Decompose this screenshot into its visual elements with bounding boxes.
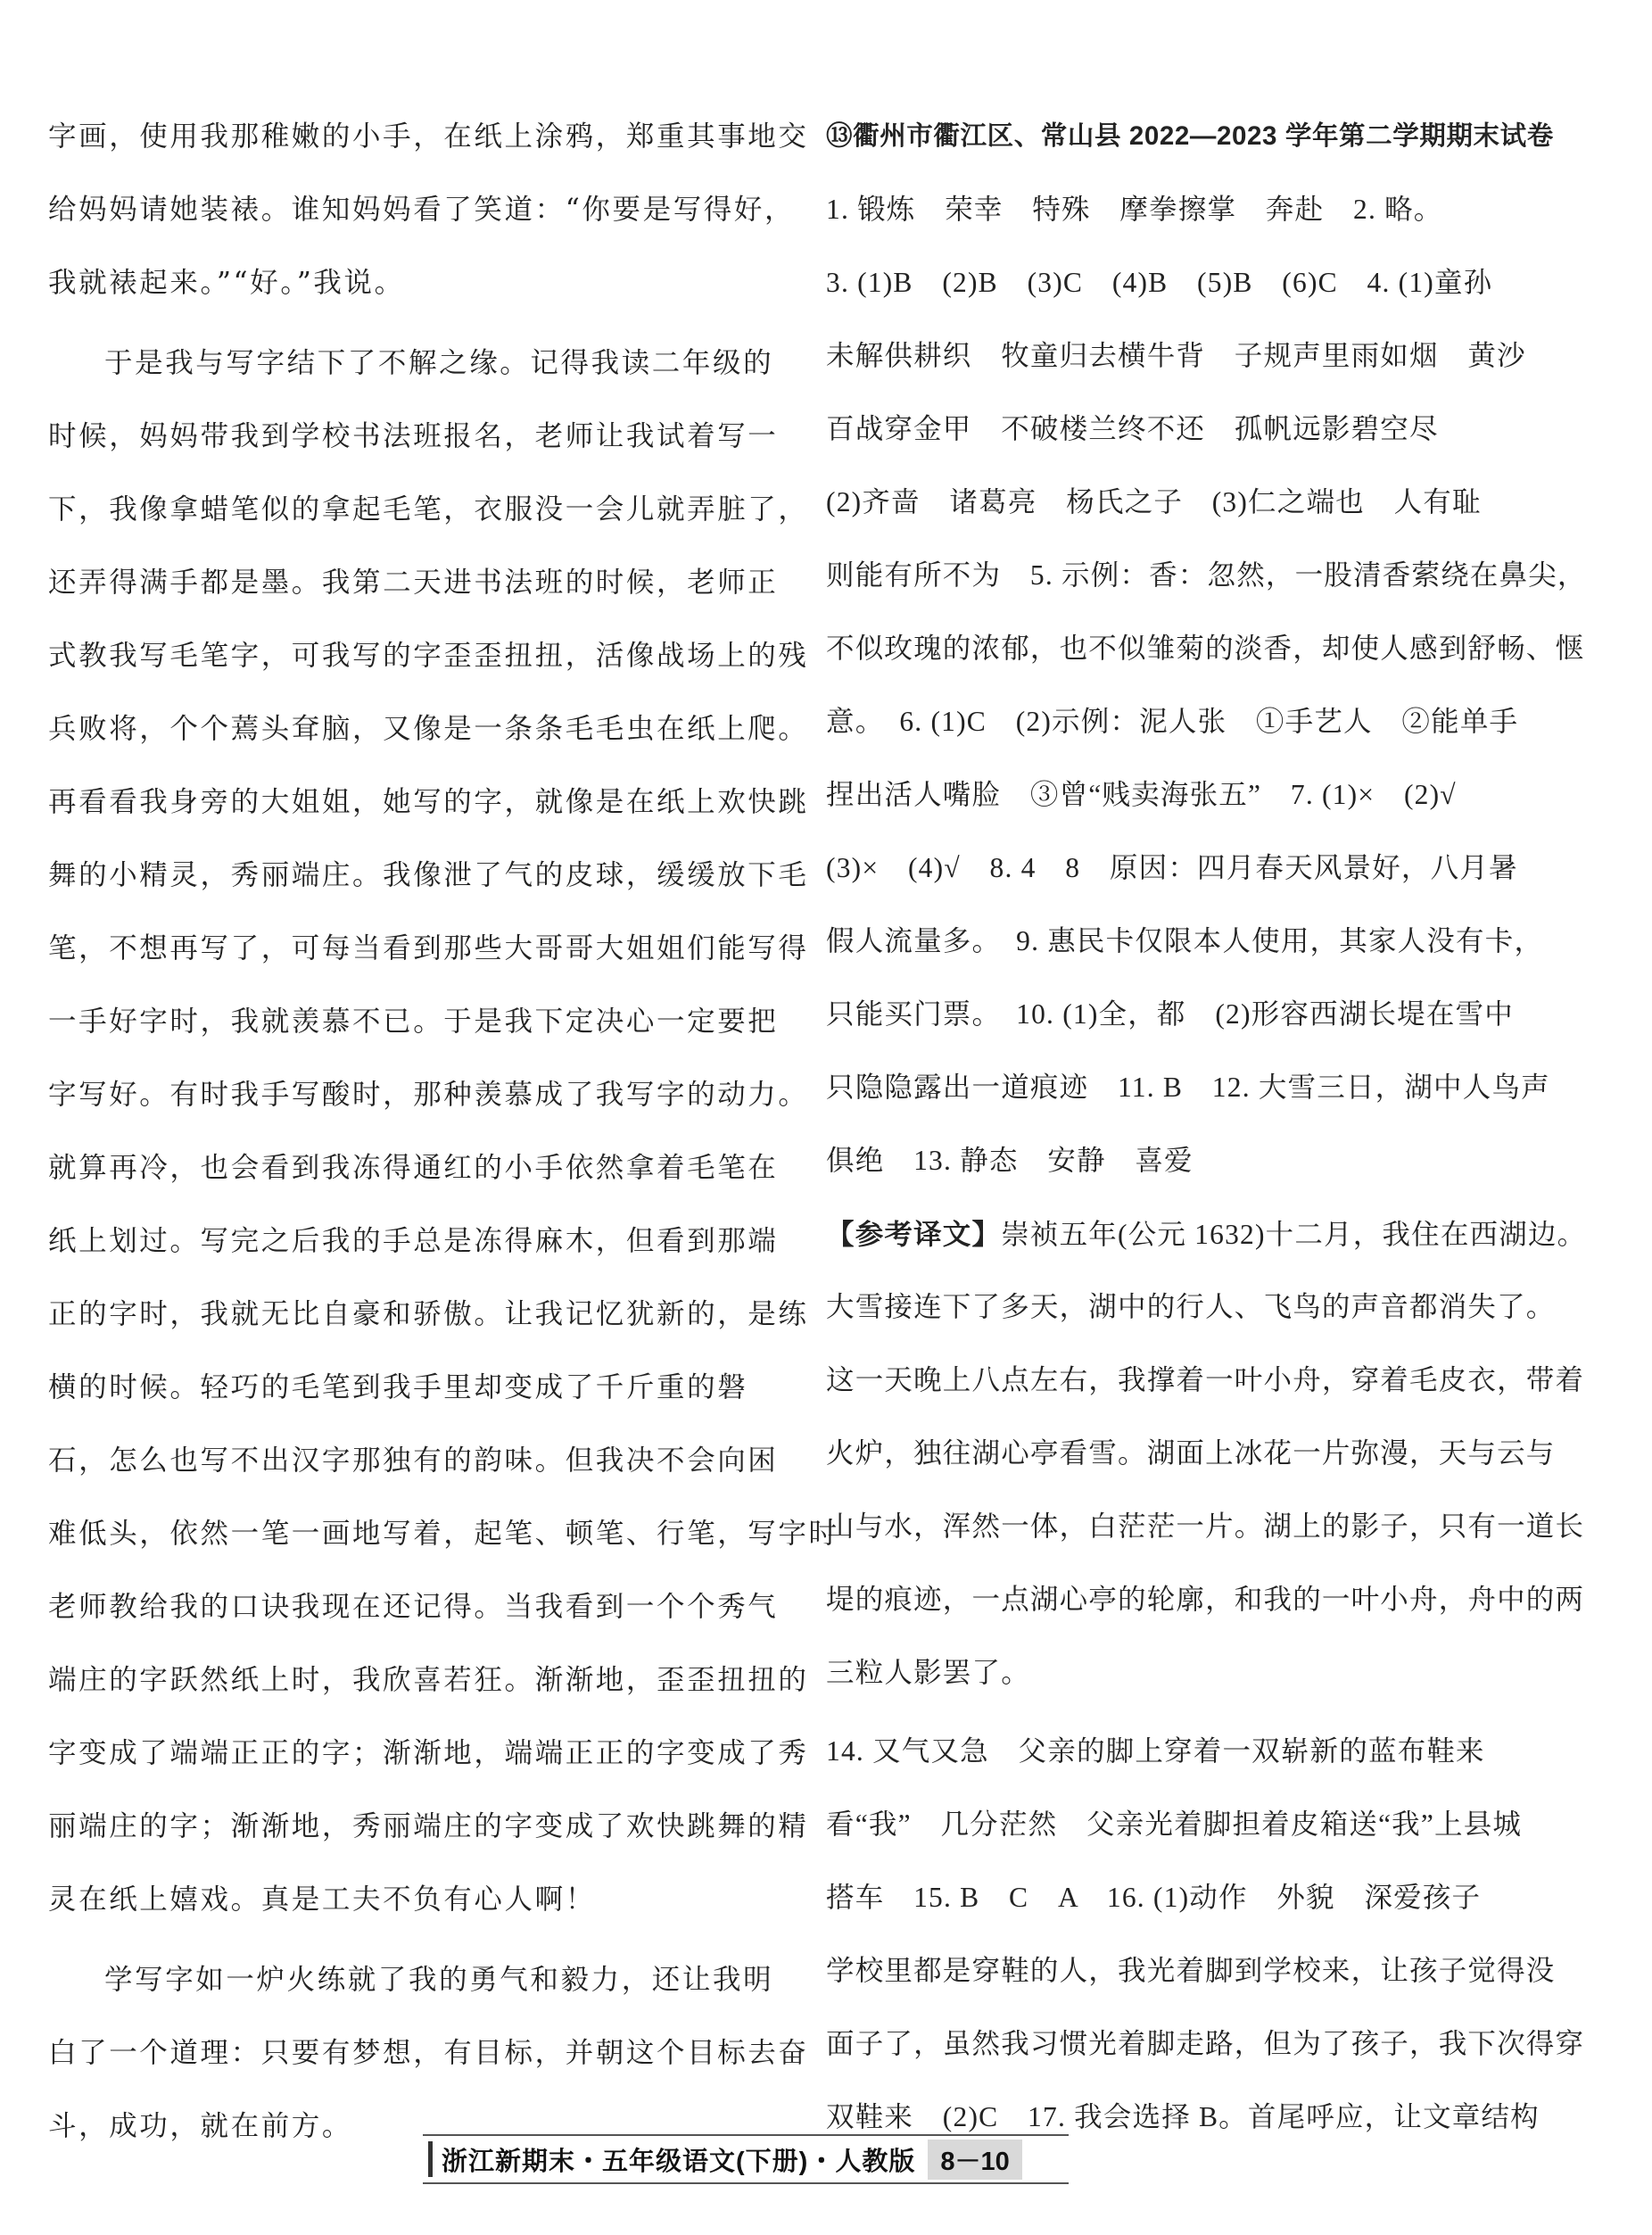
text-line: 斗，成功，就在前方。 [48,2110,353,2142]
text-line: 时候，妈妈带我到学校书法班报名，老师让我试着写一 [48,420,779,452]
text-line: 一手好字时，我就羡慕不已。于是我下定决心一定要把 [48,1006,779,1038]
answer-line: 不似玫瑰的浓郁，也不似雏菊的淡香，却使人感到舒畅、惬 [826,633,1585,664]
text-line: 兵败将，个个蔫头耷脑，又像是一条条毛毛虫在纸上爬。 [48,713,809,745]
text-line: 字写好。有时我手写酸时，那种羡慕成了我写字的动力。 [48,1079,809,1111]
text-line: 就算再冷，也会看到我冻得通红的小手依然拿着毛笔在 [48,1152,779,1184]
text-line: 字画，使用我那稚嫩的小手，在纸上涂鸦，郑重其事地交 [48,120,809,153]
text-line: 老师教给我的口诀我现在还记得。当我看到一个个秀气 [48,1591,779,1623]
text-line: 再看看我身旁的大姐姐，她写的字，就像是在纸上欢快跳 [48,786,809,818]
answer-line: (2)齐啬 诸葛亮 杨氏之子 (3)仁之端也 人有耻 [826,486,1482,517]
answer-line: 看“我” 几分茫然 父亲光着脚担着皮箱送“我”上县城 [826,1809,1523,1840]
answer-line: 14. 又气又急 父亲的脚上穿着一双崭新的蓝布鞋来 [826,1735,1485,1767]
reference-translation-text: 崇祯五年(公元 1632)十二月，我住在西湖边。 [1001,1219,1587,1250]
translation-line: 三粒人影罢了。 [826,1657,1030,1688]
text-line: 正的字时，我就无比自豪和骄傲。让我记忆犹新的，是练 [48,1298,809,1330]
text-line: 式教我写毛笔字，可我写的字歪歪扭扭，活像战场上的残 [48,640,809,672]
paragraph-start-line: 学写字如一炉火练就了我的勇气和毅力，还让我明 [104,1964,774,1996]
answer-line: 只隐隐露出一道痕迹 11. B 12. 大雪三日，湖中人鸟声 [826,1072,1550,1103]
translation-line: 大雪接连下了多天，湖中的行人、飞鸟的声音都消失了。 [826,1291,1556,1322]
book-title: 浙江新期末・五年级语文(下册)・人教版 [442,2147,916,2176]
footer-divider-bar [428,2141,433,2177]
translation-line: 堤的痕迹，一点湖心亭的轮廓，和我的一叶小舟，舟中的两 [826,1584,1585,1615]
text-line: 灵在纸上嬉戏。真是工夫不负有心人啊！ [48,1883,596,1916]
answer-line: 百战穿金甲 不破楼兰终不还 孤帆远影碧空尽 [826,413,1439,444]
reference-translation-label: 【参考译文】 [826,1218,1002,1250]
paragraph-start-line: 于是我与写字结下了不解之缘。记得我读二年级的 [104,347,774,379]
text-line: 白了一个道理：只要有梦想，有目标，并朝这个目标去奋 [48,2037,809,2069]
answer-line: 捏出活人嘴脸 ③曾“贱卖海张五” 7. (1)× (2)√ [826,779,1457,810]
answer-line: (3)× (4)√ 8. 4 8 原因：四月春天风景好，八月暑 [826,852,1518,883]
text-line: 还弄得满手都是墨。我第二天进书法班的时候，老师正 [48,567,779,599]
answer-line: 意。 6. (1)C (2)示例：泥人张 ①手艺人 ②能单手 [826,706,1519,737]
text-line: 石，怎么也写不出汉字那独有的韵味。但我决不会向困 [48,1444,779,1477]
answer-line: 3. (1)B (2)B (3)C (4)B (5)B (6)C 4. (1)童孙 [826,267,1493,298]
text-line: 舞的小精灵，秀丽端庄。我像泄了气的皮球，缓缓放下毛 [48,859,809,891]
text-line: 给妈妈请她装裱。谁知妈妈看了笑道：“你要是写得好， [48,194,796,226]
answer-line: 学校里都是穿鞋的人，我光着脚到学校来，让孩子觉得没 [826,1955,1556,1986]
text-line: 横的时候。轻巧的毛笔到我手里却变成了千斤重的磐 [48,1371,748,1403]
answer-line: 未解供耕织 牧童归去横牛背 子规声里雨如烟 黄沙 [826,340,1526,371]
text-line: 丽端庄的字；渐渐地，秀丽端庄的字变成了欢快跳舞的精 [48,1810,809,1842]
answer-line: 只能买门票。 10. (1)全，都 (2)形容西湖长堤在雪中 [826,998,1514,1030]
text-line: 下，我像拿蜡笔似的拿起毛笔，衣服没一会儿就弄脏了， [48,493,809,526]
text-line: 笔，不想再写了，可每当看到那些大哥哥大姐姐们能写得 [48,932,809,964]
right-column [826,100,1587,2154]
text-line: 难低头，依然一笔一画地写着，起笔、顿笔、行笔，写字时 [48,1518,839,1550]
reference-translation-first-line [826,1197,1587,1271]
text-line: 纸上划过。写完之后我的手总是冻得麻木，但看到那端 [48,1225,779,1257]
text-line: 端庄的字跃然纸上时，我欣喜若狂。渐渐地，歪歪扭扭的 [48,1664,809,1696]
answer-line: 则能有所不为 5. 示例：香：忽然，一股清香萦绕在鼻尖， [826,559,1587,591]
translation-line: 这一天晚上八点左右，我撑着一叶小舟，穿着毛皮衣，带着 [826,1364,1585,1395]
answer-line: 1. 锻炼 荣幸 特殊 摩拳擦掌 奔赴 2. 略。 [826,194,1443,225]
answer-line: 面子了，虽然我习惯光着脚走路，但为了孩子，我下次得穿 [826,2028,1585,2059]
answer-line: 假人流量多。 9. 惠民卡仅限本人使用，其家人没有卡， [826,925,1544,956]
translation-line: 火炉，独往湖心亭看雪。湖面上冰花一片弥漫，天与云与 [826,1437,1556,1469]
page-footer [423,2134,1069,2184]
answer-line: 搭车 15. B C A 16. (1)动作 外貌 深爱孩子 [826,1882,1482,1913]
exam-title: ⑬衢州市衢江区、常山县 2022—2023 学年第二学期期末试卷 [826,121,1554,151]
answer-line: 俱绝 13. 静态 安静 喜爱 [826,1145,1194,1176]
answer-line: 双鞋来 (2)C 17. 我会选择 B。首尾呼应，让文章结构 [826,2101,1540,2132]
text-line: 我就裱起来。”“好。”我说。 [48,267,405,299]
page-number: 8－10 [928,2140,1021,2180]
translation-line: 山与水，浑然一体，白茫茫一片。湖上的影子，只有一道长 [826,1511,1585,1542]
text-line: 字变成了端端正正的字；渐渐地，端端正正的字变成了秀 [48,1737,809,1769]
left-column [48,100,839,2163]
